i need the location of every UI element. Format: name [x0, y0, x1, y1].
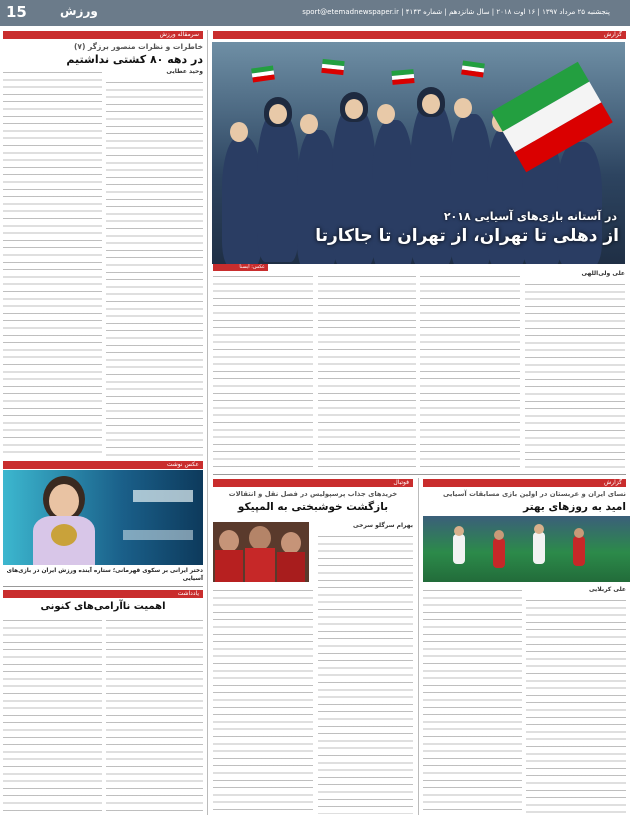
mid-bottom-supertitle: خریدهای جذاب پرسپولیس در فصل نقل و انتقالات [228, 490, 398, 498]
mid-bottom-kicker: فوتبال [213, 479, 413, 487]
main-text-col-1 [525, 280, 625, 470]
left-mid-caption: دختر ایرانی بر سکوی قهرمانی؛ ستاره آینده ورزش ایران در بازی‌های آسیایی [6, 568, 203, 582]
right-bottom-headline: امید به روزهای بهتر [523, 501, 626, 513]
main-headline: از دهلی تا تهران، از تهران تا جاکارتا [315, 226, 619, 246]
section-title: ورزش [60, 4, 98, 18]
left-top-text-col-2 [3, 68, 102, 458]
right-bottom-author: علی کربلایی [588, 586, 626, 593]
main-text-col-3 [318, 272, 416, 470]
right-bottom-kicker: گزارش [423, 479, 626, 487]
left-top-supertitle: خاطرات و نظرات منصور برزگر (۷) [73, 42, 203, 51]
mid-bottom-author: بهرام سرگلو سرخی [353, 522, 413, 529]
match-photo [423, 516, 630, 582]
main-author: علی ولی‌اللهی [581, 270, 625, 277]
girl-photo [3, 470, 203, 565]
players-photo [213, 522, 309, 582]
main-text-col-4 [213, 272, 313, 470]
main-kicker-label: گزارش [603, 31, 622, 38]
photo-credit: عکس: ایسنا [213, 264, 268, 271]
left-mid-kicker: عکس نوشت [3, 461, 203, 469]
left-top-author: وحید عطایی [166, 68, 203, 75]
main-kicker [213, 31, 626, 39]
mid-bottom-text-col-2 [213, 586, 313, 814]
page-number: 15 [6, 3, 27, 21]
right-bottom-supertitle: نسای ایران و عربستان در اولین بازی مسابقات آسیایی [442, 490, 626, 498]
right-bottom-text-col-2 [423, 586, 522, 814]
mid-bottom-headline: بازگشت خوشبختی به المپیکو [237, 501, 389, 513]
issue-info: پنجشنبه ۲۵ مرداد ۱۳۹۷ | ۱۶ اوت ۲۰۱۸ | سال شانزدهم | شماره ۴۱۴۳ | sport@etemadnewspaper.ir [302, 8, 610, 16]
left-bottom-text-col-1 [106, 616, 203, 816]
left-bottom-headline: اهمیت ناآرامی‌های کنونی [40, 601, 166, 612]
main-text-col-2 [420, 272, 520, 470]
left-top-headline: در دهه ۸۰ کشتی نداشتیم [66, 53, 203, 66]
mid-bottom-text-col-1 [318, 532, 413, 814]
left-bottom-text-col-2 [3, 616, 102, 816]
page-header [0, 0, 630, 26]
main-supertitle: در آستانه بازی‌های آسیایی ۲۰۱۸ [443, 210, 617, 223]
left-bottom-kicker: یادداشت [3, 590, 203, 598]
main-photo [212, 42, 625, 264]
left-top-kicker: سرمقاله ورزش [3, 31, 203, 39]
right-bottom-text-col-1 [526, 596, 626, 814]
left-top-text-col-1 [106, 78, 203, 458]
